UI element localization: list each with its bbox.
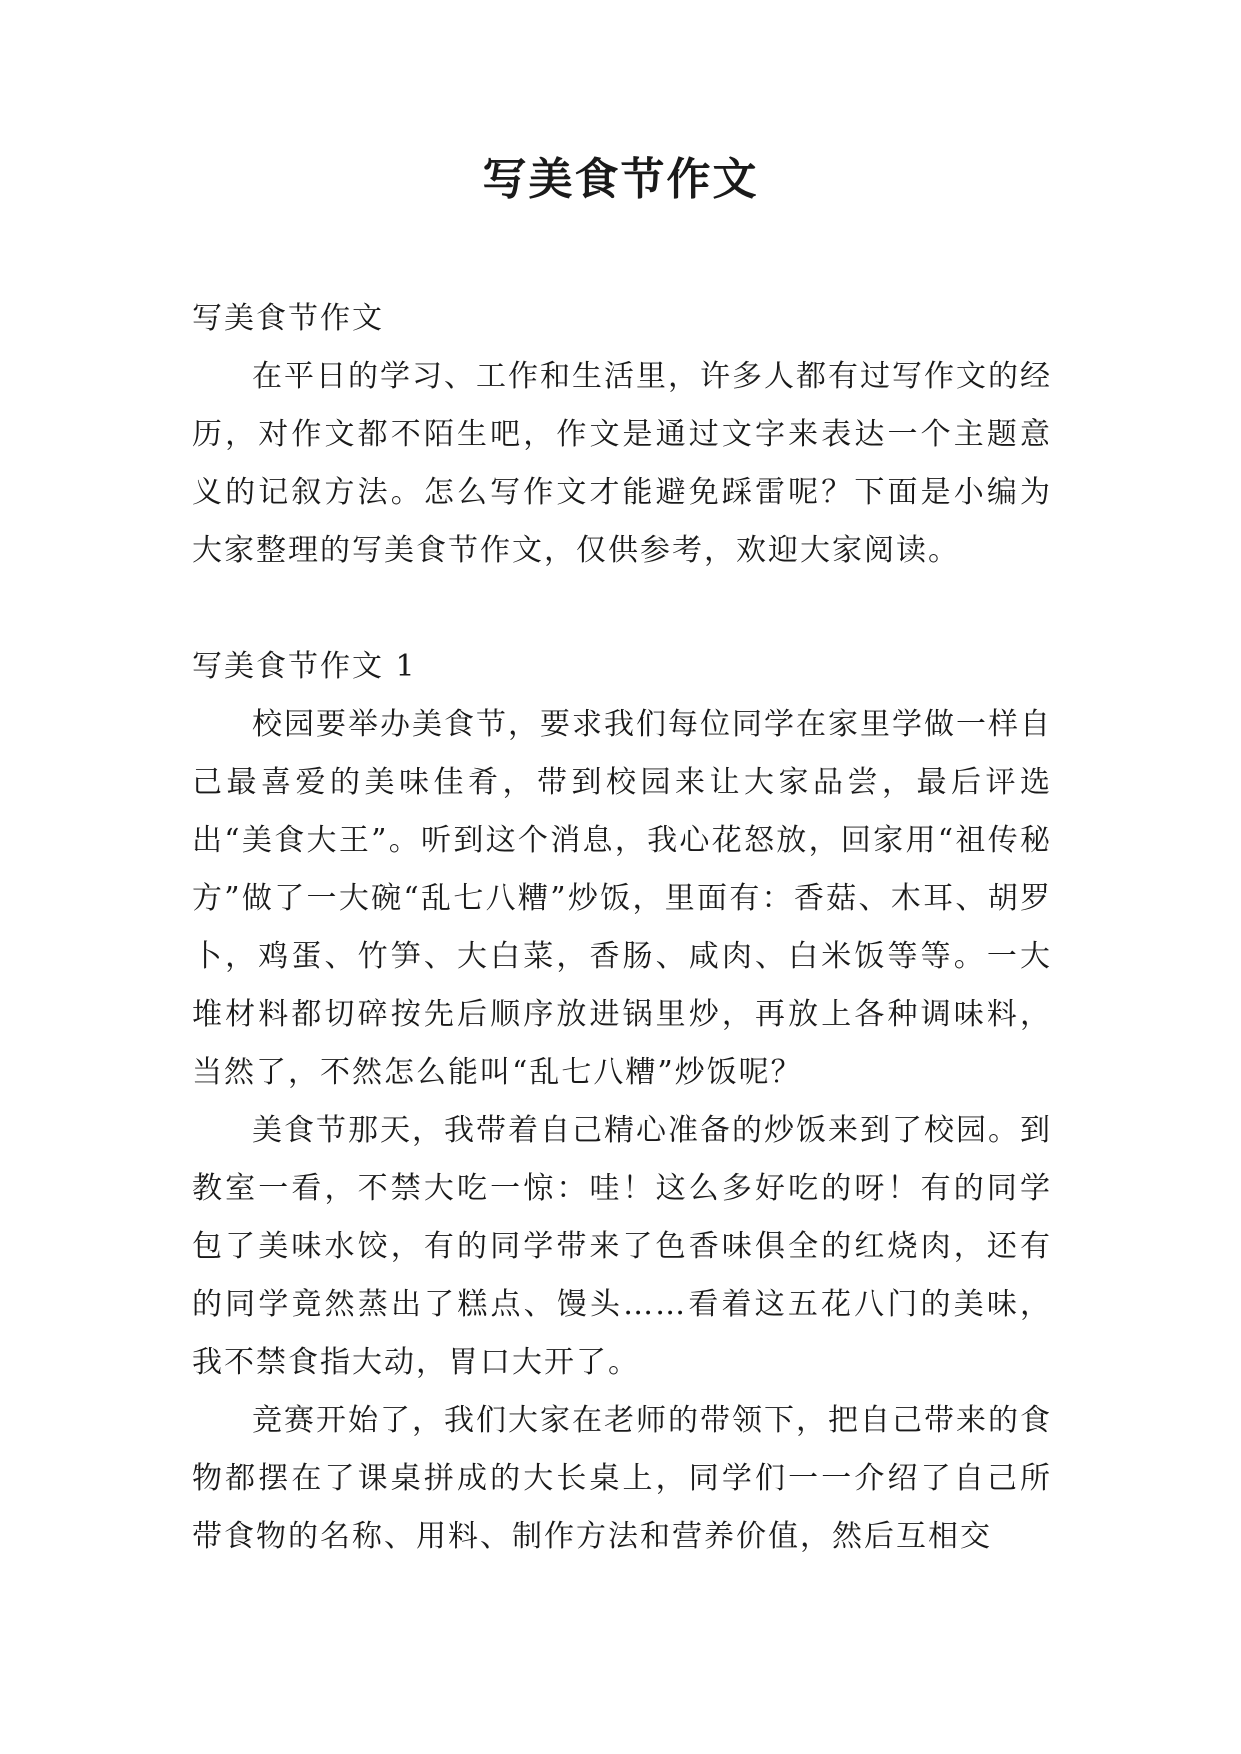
essay-1-paragraph-1: 校园要举办美食节，要求我们每位同学在家里学做一样自己最喜爱的美味佳肴，带到校园来让大家品尝，最后评选出“美食大王”。听到这个消息，我心花怒放，回家用“祖传秘方”做了一大碗“乱七八糟”炒饭，里面有：香菇、木耳、胡罗卜，鸡蛋、竹笋、大白菜，香肠、咸肉、白米饭等等。一大堆材料都切碎按先后顺序放进锅里炒，再放上各种调味料，当然了，不然怎么能叫“乱七八糟”炒饭呢？ xyxy=(192,707,1052,1090)
essay-1-heading: 写美食节作文 1 xyxy=(192,649,417,684)
intro-paragraph: 在平日的学习、工作和生活里，许多人都有过写作文的经历，对作文都不陌生吧，作文是通过文字来表达一个主题意义的记叙方法。怎么写作文才能避免踩雷呢？下面是小编为大家整理的写美食节作文，仅供参考，欢迎大家阅读。 xyxy=(192,359,1052,568)
section-spacer xyxy=(192,580,1052,638)
document-title: 写美食节作文 xyxy=(482,154,759,205)
document-body xyxy=(192,290,1052,1566)
intro-heading: 写美食节作文 xyxy=(192,301,384,336)
essay-1-paragraph-3: 竞赛开始了，我们大家在老师的带领下，把自己带来的食物都摆在了课桌拼成的大长桌上，同学们一一介绍了自己所带食物的名称、用料、制作方法和营养价值，然后互相交 xyxy=(192,1403,1052,1554)
essay-1-paragraph-2: 美食节那天，我带着自己精心准备的炒饭来到了校园。到教室一看，不禁大吃一惊：哇！这么多好吃的呀！有的同学包了美味水饺，有的同学带来了色香味俱全的红烧肉，还有的同学竟然蒸出了糕点、馒头……看着这五花八门的美味，我不禁食指大动，胃口大开了。 xyxy=(192,1113,1052,1380)
